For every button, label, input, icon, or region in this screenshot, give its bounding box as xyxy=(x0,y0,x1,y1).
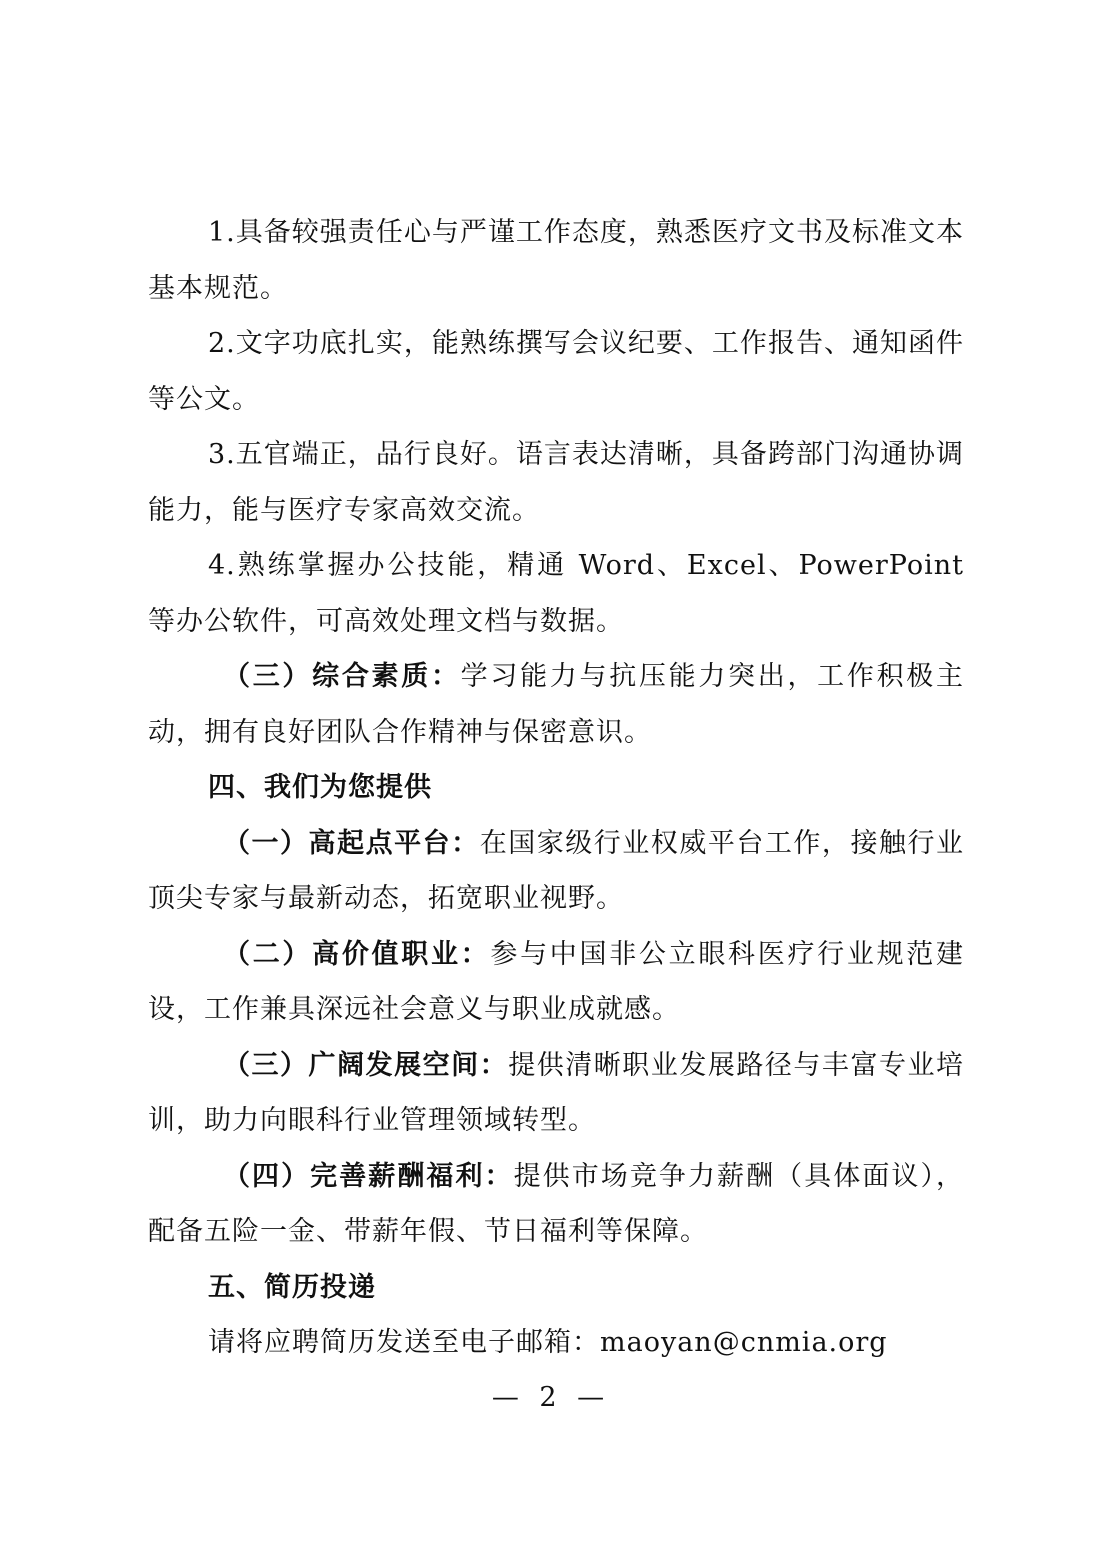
offer-item-3-text: 提供清晰职业发展路径与丰富专业培训，助力向眼科行业管理领域转型。 xyxy=(148,1049,965,1136)
offer-item-2-lead: （二）高价值职业： xyxy=(223,938,491,970)
offer-item-3-lead: （三）广阔发展空间： xyxy=(223,1049,509,1081)
offer-item-1-text: 在国家级行业权威平台工作，接触行业顶尖专家与最新动态，拓宽职业视野。 xyxy=(148,827,965,914)
offer-item-1-lead: （一）高起点平台： xyxy=(223,827,480,859)
page-number: — 2 — xyxy=(491,1382,611,1413)
section-4-heading: 四、我们为您提供 xyxy=(208,772,432,803)
requirement-item-2: 2.文字功底扎实，能熟练撰写会议纪要、工作报告、通知函件等公文。 xyxy=(148,328,964,415)
offer-item-3 xyxy=(148,1038,964,1149)
offer-item-4-lead: （四）完善薪酬福利： xyxy=(223,1160,514,1192)
document-body xyxy=(148,205,964,1371)
offer-item-4-text: 提供市场竞争力薪酬（具体面议），配备五险一金、带薪年假、节日福利等保障。 xyxy=(148,1160,965,1247)
comprehensive-quality-text: 学习能力与抗压能力突出，工作积极主动，拥有良好团队合作精神与保密意识。 xyxy=(148,661,965,748)
offer-item-2 xyxy=(148,927,964,1038)
requirement-item-4: 4.熟练掌握办公技能，精通 Word、Excel、PowerPoint 等办公软件，可高效处理文档与数据。 xyxy=(148,550,964,637)
offer-item-4 xyxy=(148,1149,964,1260)
offer-item-1 xyxy=(148,816,964,927)
comprehensive-quality-lead: （三）综合素质： xyxy=(223,661,461,692)
requirement-item-1: 1.具备较强责任心与严谨工作态度，熟悉医疗文书及标准文本基本规范。 xyxy=(148,217,964,304)
comprehensive-quality-paragraph xyxy=(148,649,964,760)
requirement-item-3: 3.五官端正，品行良好。语言表达清晰，具备跨部门沟通协调能力，能与医疗专家高效交流。 xyxy=(148,439,964,526)
resume-submission-text: 请将应聘简历发送至电子邮箱：maoyan@cnmia.org xyxy=(208,1327,888,1358)
section-5-heading: 五、简历投递 xyxy=(208,1271,376,1303)
offer-item-2-text: 参与中国非公立眼科医疗行业规范建设，工作兼具深远社会意义与职业成就感。 xyxy=(148,938,964,1025)
